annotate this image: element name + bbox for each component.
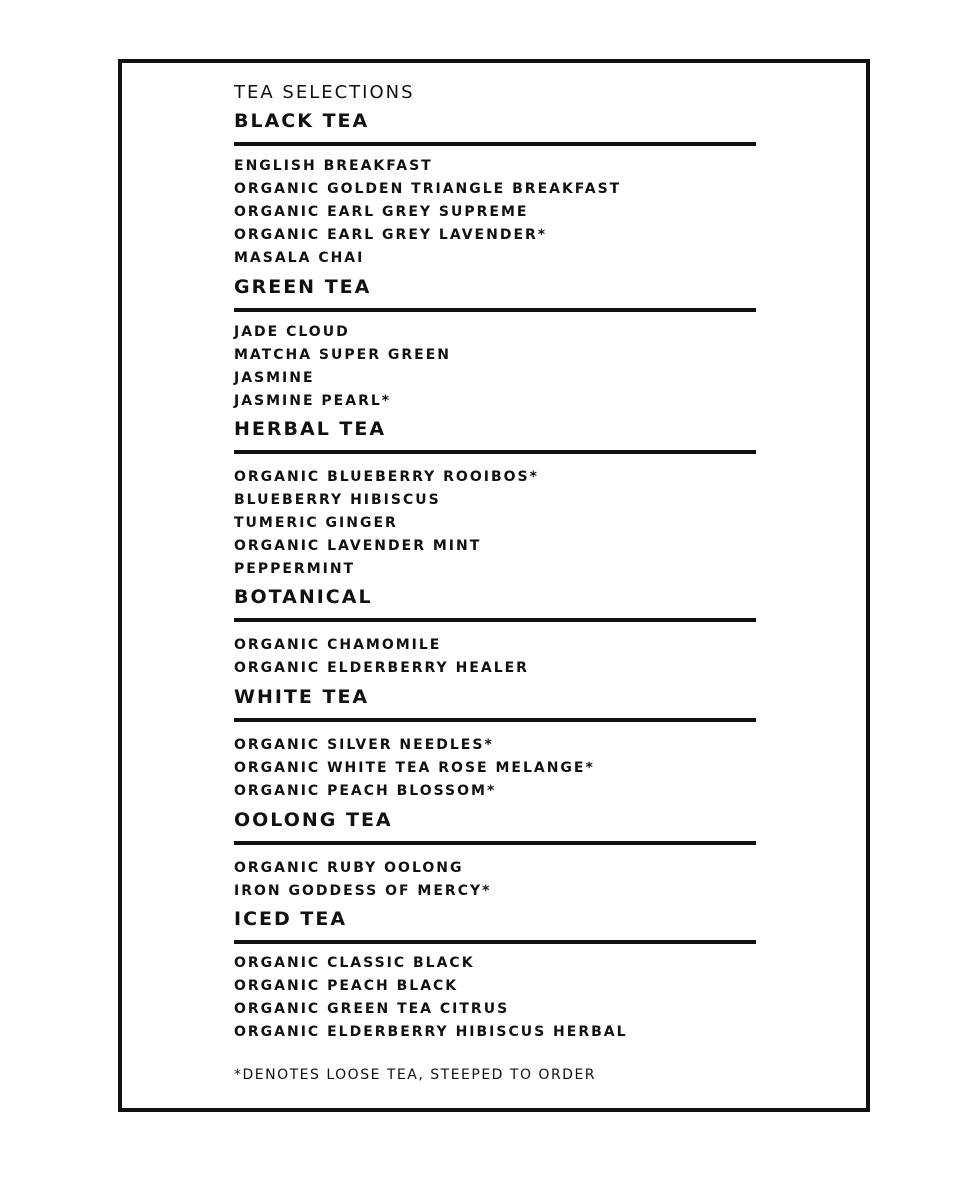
section-divider <box>234 841 756 845</box>
section-divider <box>234 718 756 722</box>
list-item: MASALA CHAI <box>234 250 365 266</box>
section-divider <box>234 308 756 312</box>
section-divider <box>234 618 756 622</box>
list-item: ORGANIC EARL GREY SUPREME <box>234 204 529 220</box>
section-white-tea <box>234 686 756 803</box>
list-item: ORGANIC RUBY OOLONG <box>234 860 464 876</box>
list-item: JADE CLOUD <box>234 324 350 340</box>
list-item: JASMINE PEARL* <box>234 393 392 409</box>
section-oolong-tea <box>234 809 756 903</box>
list-item: MATCHA SUPER GREEN <box>234 347 451 363</box>
item-list <box>234 321 756 413</box>
section-title: HERBAL TEA <box>234 418 387 440</box>
list-item: ORGANIC LAVENDER MINT <box>234 538 482 554</box>
list-item: ORGANIC EARL GREY LAVENDER* <box>234 227 548 243</box>
list-item: ORGANIC CLASSIC BLACK <box>234 955 475 971</box>
list-item: ORGANIC GREEN TEA CITRUS <box>234 1001 510 1017</box>
menu-title: TEA SELECTIONS <box>234 82 415 103</box>
section-title: BLACK TEA <box>234 110 370 132</box>
section-green-tea <box>234 276 756 413</box>
section-iced-tea <box>234 908 756 1044</box>
item-list <box>234 952 756 1044</box>
section-divider <box>234 450 756 454</box>
item-list <box>234 155 756 270</box>
section-title: WHITE TEA <box>234 686 370 708</box>
list-item: IRON GODDESS OF MERCY* <box>234 883 492 899</box>
section-title: GREEN TEA <box>234 276 372 298</box>
list-item: ORGANIC SILVER NEEDLES* <box>234 737 494 753</box>
section-divider <box>234 142 756 146</box>
list-item: ORGANIC PEACH BLACK <box>234 978 459 994</box>
section-black-tea <box>234 110 756 270</box>
list-item: ENGLISH BREAKFAST <box>234 158 433 174</box>
list-item: ORGANIC CHAMOMILE <box>234 637 442 653</box>
item-list <box>234 466 756 581</box>
menu-content <box>234 83 756 1044</box>
list-item: JASMINE <box>234 370 315 386</box>
list-item: ORGANIC ELDERBERRY HEALER <box>234 660 529 676</box>
menu-frame <box>118 59 870 1112</box>
item-list <box>234 857 756 903</box>
section-title: OOLONG TEA <box>234 809 393 831</box>
section-divider <box>234 940 756 944</box>
section-title: BOTANICAL <box>234 586 373 608</box>
footnote: *DENOTES LOOSE TEA, STEEPED TO ORDER <box>234 1067 597 1083</box>
item-list <box>234 634 756 680</box>
list-item: ORGANIC BLUEBERRY ROOIBOS* <box>234 469 539 485</box>
section-herbal-tea <box>234 418 756 581</box>
section-botanical <box>234 586 756 680</box>
list-item: ORGANIC ELDERBERRY HIBISCUS HERBAL <box>234 1024 628 1040</box>
list-item: BLUEBERRY HIBISCUS <box>234 492 441 508</box>
list-item: ORGANIC GOLDEN TRIANGLE BREAKFAST <box>234 181 622 197</box>
list-item: ORGANIC PEACH BLOSSOM* <box>234 783 497 799</box>
list-item: ORGANIC WHITE TEA ROSE MELANGE* <box>234 760 595 776</box>
list-item: PEPPERMINT <box>234 561 356 577</box>
item-list <box>234 734 756 803</box>
section-title: ICED TEA <box>234 908 348 930</box>
list-item: TUMERIC GINGER <box>234 515 398 531</box>
